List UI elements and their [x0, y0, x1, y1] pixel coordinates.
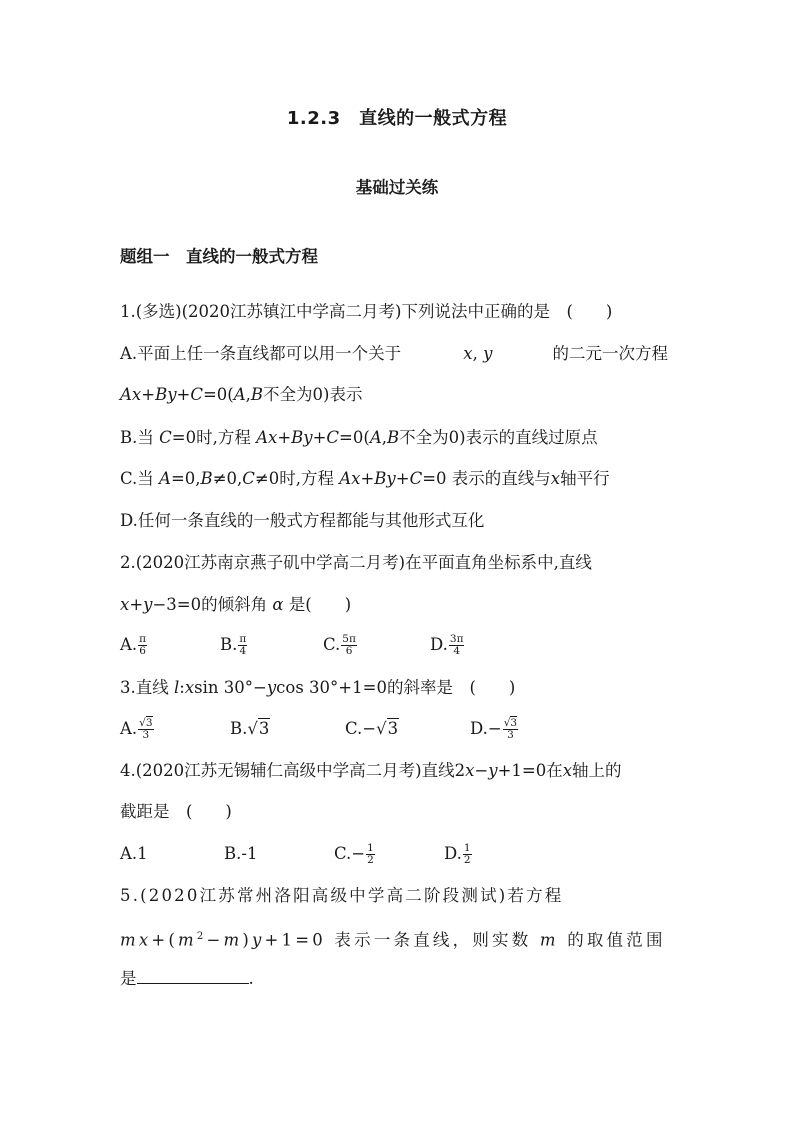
- q4-option-d: D. $\frac{1}{2}$: [444, 842, 471, 866]
- q3-stem: 3.直线 l:xsin 30°−ycos 30°+1=0的斜率是 ( ): [120, 678, 516, 697]
- q2-stem: 2.(2020江苏南京燕子矶中学高二月考)在平面直角坐标系中,直线: [120, 553, 592, 572]
- q4-option-b: B.-1: [224, 844, 258, 863]
- q5-stem-line2: $mx+(m^2-m)y+1=0$ 表示一条直线，则实数 m 的取值范围: [120, 930, 666, 950]
- answer-blank[interactable]: [137, 969, 249, 984]
- q1-option-b: B.当 C=0时,方程 Ax+By+C=0(A,B不全为0)表示的直线过原点: [120, 428, 598, 447]
- q4-option-a: A.1: [120, 844, 148, 863]
- page-title: 1.2.3 直线的一般式方程: [286, 108, 508, 129]
- q3-option-c: C.−√3: [345, 719, 399, 738]
- q5-stem-line3: 是 .: [120, 969, 254, 988]
- q2-option-a: A. $\frac{\pi}{6}$: [120, 633, 147, 657]
- q3-option-d: D.− $\frac{√3}{3}$: [470, 717, 518, 741]
- q1-stem: 1.(多选)(2020江苏镇江中学高二月考)下列说法中正确的是 ( ): [120, 302, 613, 321]
- q5-stem: 5.(2020江苏常州洛阳高级中学高二阶段测试)若方程: [120, 886, 564, 905]
- q2-option-b: B. $\frac{\pi}{4}$: [220, 633, 247, 657]
- q4-stem-line2: 截距是 ( ): [120, 802, 232, 821]
- q2-option-c: C. $\frac{5\pi}{6}$: [323, 633, 356, 657]
- q1-option-d: D.任何一条直线的一般式方程都能与其他形式互化: [120, 511, 485, 530]
- q1-option-c: C.当 A=0,B≠0,C≠0时,方程 Ax+By+C=0 表示的直线与x轴平行: [120, 469, 610, 488]
- q4-stem: 4.(2020江苏无锡辅仁高级中学高二月考)直线2x−y+1=0在x轴上的: [120, 761, 622, 780]
- q2-stem-line2: x+y−3=0的倾斜角 α 是( ): [120, 595, 352, 614]
- section-subtitle: 基础过关练: [355, 178, 439, 197]
- q3-option-a: A. $\frac{√3}{3}$: [120, 717, 153, 741]
- q1-option-a-line1: A.平面上任一条直线都可以用一个关于 x, y 的二元一次方程: [120, 344, 668, 363]
- q1-option-a-line2: Ax+By+C=0(A,B不全为0)表示: [120, 385, 363, 404]
- q3-option-b: B.√3: [230, 719, 270, 738]
- q2-option-d: D. $\frac{3\pi}{4}$: [430, 633, 464, 657]
- q4-option-c: C.− $\frac{1}{2}$: [334, 842, 374, 866]
- group-heading: 题组一 直线的一般式方程: [120, 247, 318, 266]
